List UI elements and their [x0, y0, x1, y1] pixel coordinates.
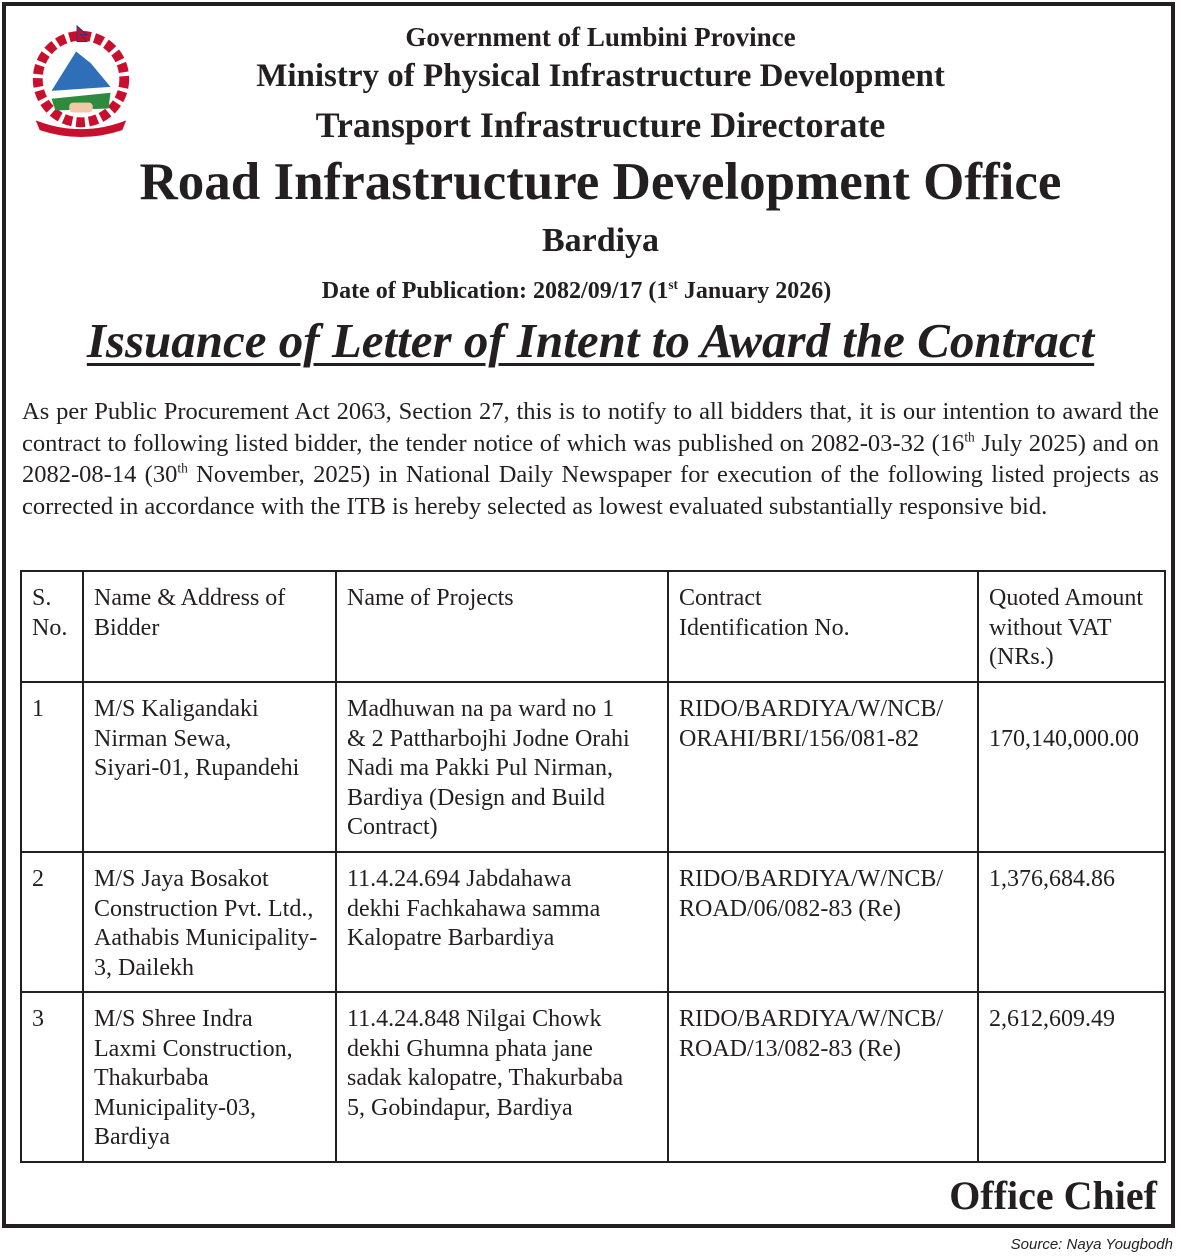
publication-date: Date of Publication: 2082/09/17 (1st January 2026)	[321, 276, 832, 304]
header-sno: S. No.	[32, 585, 68, 641]
header-ministry: Ministry of Physical Infrastructure Development	[256, 58, 945, 94]
header-projects: Name of Projects	[347, 585, 514, 611]
header-contract-id: Contract Identification No.	[679, 585, 850, 641]
notice-body: As per Public Procurement Act 2063, Section 27, this is to notify to all bidders that, it is our intention to award the contract to following listed bidder, the tender notice of which was published on 2082-03-32 (16th July 2025) and on 2082-08-14 (30th November, 2025) in National Daily Newspaper for execution of the following listed projects as corrected in accordance with the ITB is hereby selected as lowest evaluated substantially responsive bid.	[22, 398, 1159, 520]
cell-amount: 2,612,609.49	[989, 1006, 1115, 1032]
table-header-row	[21, 571, 1165, 682]
header-directorate: Transport Infrastructure Directorate	[315, 105, 886, 145]
bidder-table	[20, 570, 1166, 1163]
cell-contract-id: RIDO/BARDIYA/W/NCB/ ORAHI/BRI/156/081-82	[679, 696, 944, 752]
cell-project: 11.4.24.694 Jabdahawa dekhi Fachkahawa samma Kalopatre Barbardiya	[347, 866, 601, 951]
cell-amount: 170,140,000.00	[989, 725, 1139, 752]
cell-amount: 1,376,684.86	[989, 866, 1115, 892]
header-office: Road Infrastructure Development Office	[139, 153, 1062, 211]
signature-office-chief: Office Chief	[949, 1173, 1157, 1218]
notice-title: Issuance of Letter of Intent to Award the Contract	[86, 313, 1095, 368]
header-amount: Quoted Amount without VAT (NRs.)	[989, 585, 1143, 670]
cell-contract-id: RIDO/BARDIYA/W/NCB/ ROAD/13/082-83 (Re)	[679, 1006, 944, 1062]
header-government: Government of Lumbini Province	[405, 22, 796, 52]
table-row	[21, 682, 1165, 852]
header-bidder: Name & Address of Bidder	[94, 585, 286, 641]
source-credit: Source: Naya Yougbodh	[1010, 1236, 1173, 1253]
cell-sno: 2	[32, 866, 44, 892]
cell-sno: 1	[32, 696, 44, 722]
header-location: Bardiya	[541, 222, 660, 259]
cell-bidder: M/S Shree Indra Laxmi Construction, Thakurbaba Municipality-03, Bardiya	[94, 1006, 293, 1150]
cell-bidder: M/S Kaligandaki Nirman Sewa, Siyari-01, Rupandehi	[94, 696, 300, 781]
cell-contract-id: RIDO/BARDIYA/W/NCB/ ROAD/06/082-83 (Re)	[679, 866, 944, 922]
cell-project: 11.4.24.848 Nilgai Chowk dekhi Ghumna phata jane sadak kalopatre, Thakurbaba 5, Gobindapur, Bardiya	[347, 1006, 624, 1121]
cell-bidder: M/S Jaya Bosakot Construction Pvt. Ltd., Aathabis Municipality- 3, Dailekh	[94, 866, 318, 981]
cell-project: Madhuwan na pa ward no 1 & 2 Pattharbojhi Jodne Orahi Nadi ma Pakki Pul Nirman, Bardiya (Design and Build Contract)	[347, 696, 630, 840]
cell-sno: 3	[32, 1006, 44, 1032]
table-row	[21, 852, 1165, 992]
table-row	[21, 992, 1165, 1162]
